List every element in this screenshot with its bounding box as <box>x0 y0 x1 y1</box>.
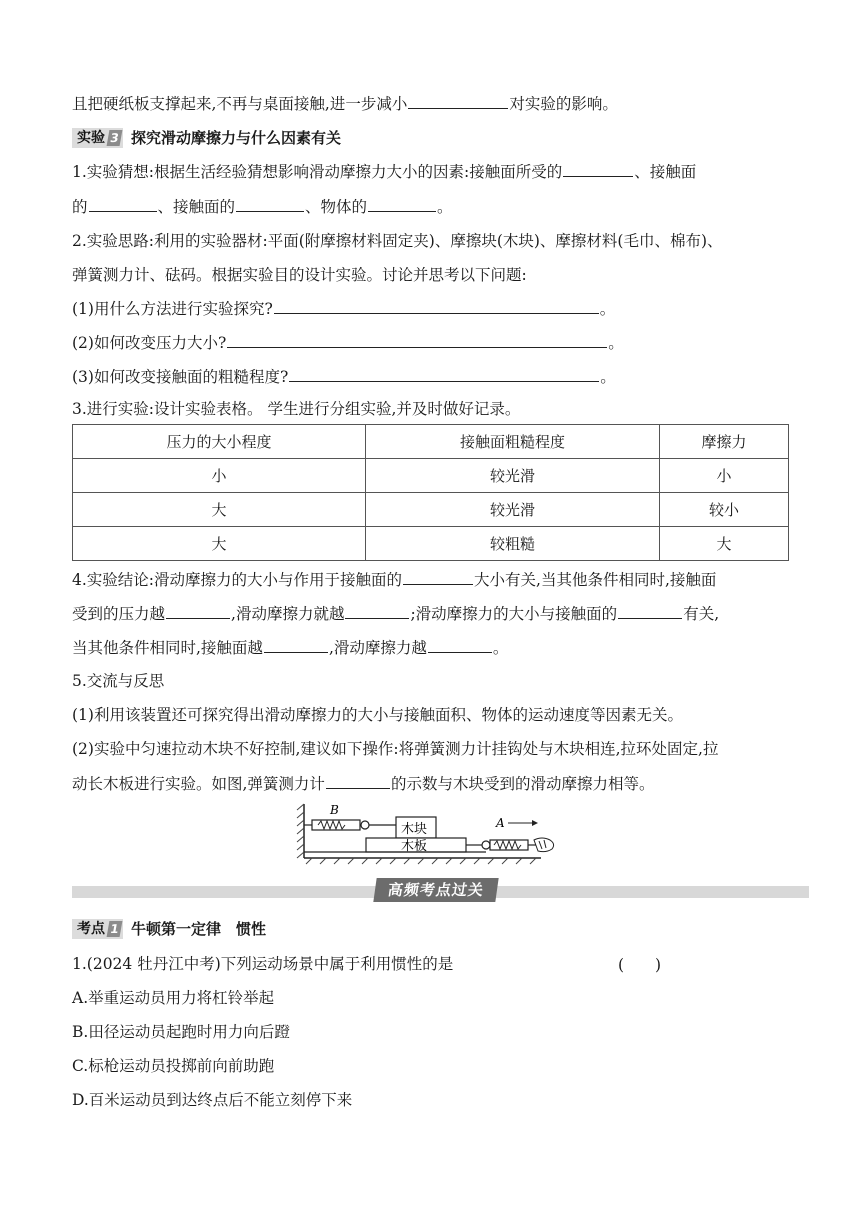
q1-text: 。 <box>437 198 453 216</box>
period: 。 <box>599 300 616 318</box>
option-d[interactable] <box>72 1089 352 1111</box>
answer-blank[interactable] <box>236 195 304 212</box>
table-cell: 较粗糙 <box>366 527 660 561</box>
q2-sub-text: (1)用什么方法进行实验探究? <box>72 300 273 318</box>
table-cell: 小 <box>660 459 789 493</box>
q1-text: 1.实验猜想:根据生活经验猜想影响滑动摩擦力大小的因素:接触面所受的 <box>72 163 563 181</box>
table-cell: 较光滑 <box>366 493 660 527</box>
answer-blank[interactable] <box>264 636 328 653</box>
q5-title-text: 5.交流与反思 <box>72 672 165 690</box>
q1-text: 、接触面 <box>634 163 697 181</box>
experiment-heading <box>72 126 341 149</box>
table-cell: 大 <box>73 527 366 561</box>
q2-line2 <box>72 264 527 286</box>
kaodian-title: 牛顿第一定律 惯性 <box>131 920 267 938</box>
floor-hatch <box>306 858 536 864</box>
hand-icon <box>534 838 554 852</box>
period: 。 <box>608 334 624 352</box>
q4-text: ,滑动摩擦力越 <box>328 639 427 657</box>
answer-blank[interactable] <box>563 160 633 177</box>
arrow-right-icon <box>508 820 538 826</box>
q2-text: 弹簧测力计、砝码。根据实验目的设计实验。讨论并思考以下问题: <box>72 266 527 284</box>
wood-block-label: 木块 <box>401 822 428 837</box>
option-b[interactable] <box>72 1021 290 1043</box>
q3-line <box>72 398 520 420</box>
table-row <box>73 459 789 493</box>
kaodian-number-badge: 1 <box>107 921 123 937</box>
q1-text: 、物体的 <box>305 198 368 216</box>
answer-blank[interactable] <box>289 365 599 382</box>
q5-p3 <box>72 772 654 795</box>
q3-text: 3.进行实验:设计实验表格。 学生进行分组实验,并及时做好记录。 <box>72 400 521 418</box>
q5-p1 <box>72 704 683 726</box>
q4-text: 受到的压力越 <box>72 605 166 623</box>
q5-text: 的示数与木块受到的滑动摩擦力相等。 <box>390 775 655 793</box>
experiment-number-badge: 3 <box>107 130 123 146</box>
q2-line1 <box>72 230 723 252</box>
answer-blank[interactable] <box>227 331 607 348</box>
table-cell: 较小 <box>660 493 789 527</box>
table-cell: 大 <box>73 493 366 527</box>
q2-sub-text: (3)如何改变接触面的粗糙程度? <box>72 368 289 386</box>
q4-line3 <box>72 636 508 659</box>
answer-blank[interactable] <box>408 92 508 109</box>
q1-line1 <box>72 160 696 183</box>
q5-text: 动长木板进行实验。如图,弹簧测力计 <box>72 775 325 793</box>
spring-scale-b <box>304 820 396 830</box>
intro-line <box>72 92 618 115</box>
option-d-text: D.百米运动员到达终点后不能立刻停下来 <box>72 1091 353 1109</box>
spring-scale-a <box>466 840 536 850</box>
table-row <box>73 527 789 561</box>
q4-text: 大小有关,当其他条件相同时,接触面 <box>474 571 717 589</box>
answer-blank[interactable] <box>326 772 390 789</box>
q2-text: 2.实验思路:利用的实验器材:平面(附摩擦材料固定夹)、摩擦块(木块)、摩擦材料(毛巾、棉布)、 <box>72 232 723 250</box>
table-cell: 大 <box>660 527 789 561</box>
option-c-text: C.标枪运动员投掷前向前助跑 <box>72 1057 275 1075</box>
label-a: A <box>496 816 505 830</box>
table-header: 压力的大小程度 <box>73 425 366 459</box>
kaodian-heading <box>72 917 266 940</box>
option-a-text: A.举重运动员用力将杠铃举起 <box>72 989 275 1007</box>
q4-line1 <box>72 568 716 591</box>
answer-blank[interactable] <box>345 602 409 619</box>
q2-sub-text: (2)如何改变压力大小? <box>72 334 227 352</box>
q4-text: ;滑动摩擦力的大小与接触面的 <box>410 605 618 623</box>
experiment-table <box>72 424 789 561</box>
answer-blank[interactable] <box>274 297 599 314</box>
table-header: 摩擦力 <box>660 425 789 459</box>
intro-text: 且把硬纸板支撑起来,不再与桌面接触,进一步减小 <box>72 95 408 113</box>
q1-line2 <box>72 195 453 218</box>
answer-blank[interactable] <box>166 602 230 619</box>
period: 。 <box>600 368 616 386</box>
answer-blank[interactable] <box>428 636 492 653</box>
answer-blank[interactable] <box>89 195 157 212</box>
option-c[interactable] <box>72 1055 274 1077</box>
table-cell: 较光滑 <box>366 459 660 493</box>
question1-stem-text: 1.(2024 牡丹江中考)下列运动场景中属于利用惯性的是 <box>72 955 454 973</box>
section-banner-label: 高频考点过关 <box>373 878 498 902</box>
option-b-text: B.田径运动员起跑时用力向后蹬 <box>72 1023 290 1041</box>
q2-sub2 <box>72 331 624 354</box>
q2-sub1 <box>72 297 615 320</box>
answer-blank[interactable] <box>403 568 473 585</box>
q5-p2 <box>72 738 718 760</box>
answer-blank[interactable] <box>368 195 436 212</box>
table-header: 接触面粗糙程度 <box>366 425 660 459</box>
wood-board-label: 木板 <box>401 839 428 854</box>
experiment-title: 探究滑动摩擦力与什么因素有关 <box>131 129 342 147</box>
table-header-row <box>73 425 789 459</box>
q4-text: 当其他条件相同时,接触面越 <box>72 639 263 657</box>
intro-text-end: 对实验的影响。 <box>509 95 618 113</box>
q5-text: (1)利用该装置还可探究得出滑动摩擦力的大小与接触面积、物体的运动速度等因素无关。 <box>72 706 683 724</box>
kaodian-tag: 考点 1 <box>72 919 123 939</box>
q4-line2 <box>72 602 719 625</box>
experiment-tag: 实验 3 <box>72 128 123 148</box>
table-row <box>73 493 789 527</box>
q2-sub3 <box>72 365 616 388</box>
q1-text: 的 <box>72 198 88 216</box>
q4-text: 。 <box>492 639 509 657</box>
answer-paren[interactable]: ( ) <box>618 956 662 974</box>
question1-stem <box>72 953 453 975</box>
answer-blank[interactable] <box>618 602 682 619</box>
q4-text: ,滑动摩擦力就越 <box>231 605 345 623</box>
option-a[interactable] <box>72 987 274 1009</box>
q1-text: 、接触面的 <box>157 198 236 216</box>
q5-text: (2)实验中匀速拉动木块不好控制,建议如下操作:将弹簧测力计挂钩处与木块相连,拉环处固定,拉 <box>72 740 719 758</box>
wall-hatch <box>297 804 304 858</box>
q4-text: 有关, <box>683 605 720 623</box>
label-b: B <box>330 803 339 817</box>
friction-apparatus-figure <box>296 800 566 866</box>
q4-text: 4.实验结论:滑动摩擦力的大小与作用于接触面的 <box>72 571 403 589</box>
q5-title <box>72 670 164 692</box>
table-cell: 小 <box>73 459 366 493</box>
